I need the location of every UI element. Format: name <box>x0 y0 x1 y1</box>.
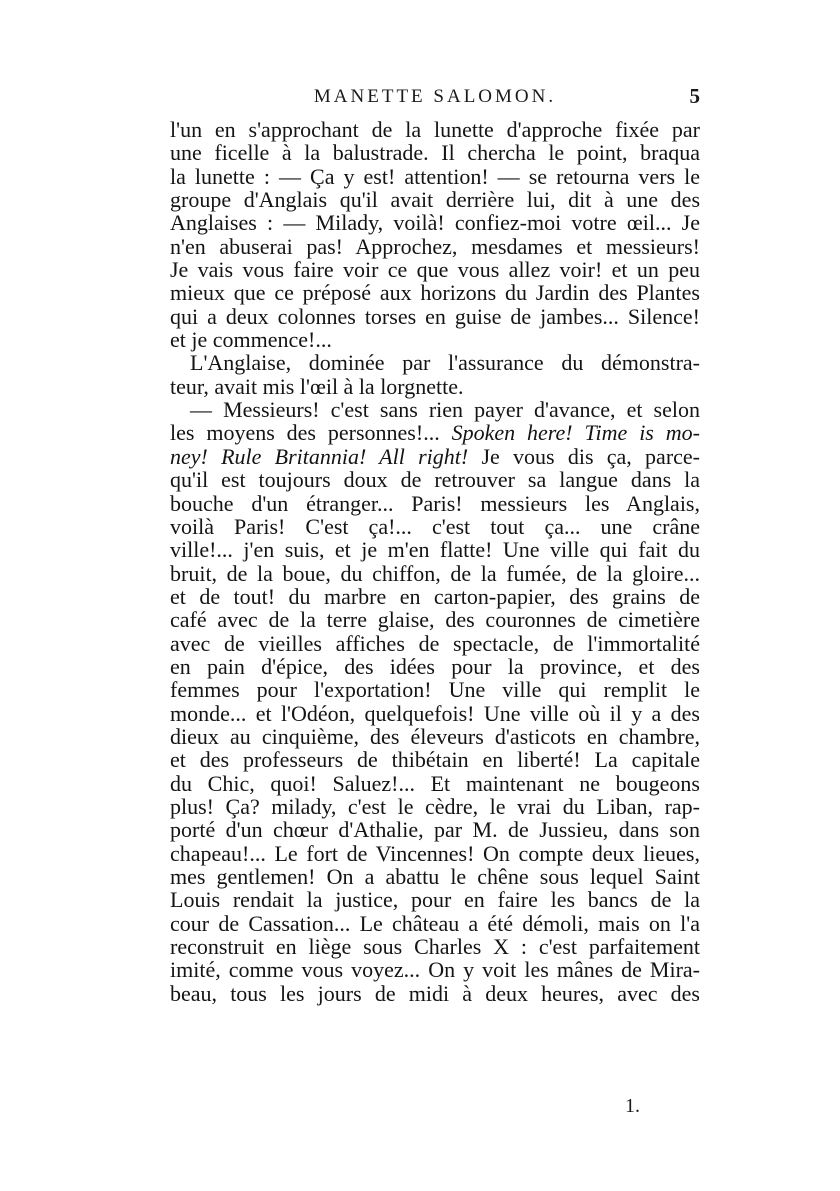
text-line: les moyens des personnes!... Spoken here! Time is mo- <box>170 420 700 446</box>
running-header <box>170 82 700 112</box>
text-line: L'Anglaise, dominée par l'assurance du démonstra- <box>190 350 700 376</box>
text-line: n'en abuserai pas! Approchez, mesdames et messieurs! <box>170 233 700 259</box>
text-line: l'un en s'approchant de la lunette d'approche fixée par <box>170 117 700 142</box>
text-line: café avec de la terre glaise, des couronnes de cimetière <box>170 607 700 633</box>
text-line: la lunette : — Ça y est! attention! — se retourna vers le <box>170 163 700 189</box>
body-text <box>170 118 700 1005</box>
text-line: femmes pour l'exportation! Une ville qui remplit le <box>170 677 700 703</box>
text-line: qu'il est toujours doux de retrouver sa langue dans la <box>170 467 700 493</box>
text-line: ville!... j'en suis, et je m'en flatte! Une ville qui fait du <box>170 537 700 563</box>
text-line: porté d'un chœur d'Athalie, par M. de Jussieu, dans son <box>170 817 700 843</box>
text-line: groupe d'Anglais qu'il avait derrière lui, dit à une des <box>170 187 700 213</box>
text-line: — Messieurs! c'est sans rien payer d'avance, et selon <box>190 397 700 423</box>
text-line: beau, tous les jours de midi à deux heures, avec des <box>170 980 700 1006</box>
text-line: et des professeurs de thibétain en liberté! La capitale <box>170 747 700 773</box>
text-line: imité, comme vous voyez... On y voit les mânes de Mira- <box>170 957 700 983</box>
text-line: mes gentlemen! On a abattu le chêne sous lequel Saint <box>170 864 700 889</box>
text-line: Anglaises : — Milady, voilà! confiez-moi votre œil... Je <box>170 210 700 236</box>
text-line: Je vais vous faire voir ce que vous allez voir! et un peu <box>170 257 700 283</box>
text-line: en pain d'épice, des idées pour la province, et des <box>170 653 700 679</box>
text-line: teur, avait mis l'œil à la lorgnette. <box>170 373 464 399</box>
text-line: qui a deux colonnes torses en guise de jambes... Silence! <box>170 303 700 329</box>
text-line: ney! Rule Britannia! All right! Je vous dis ça, parce- <box>170 443 700 469</box>
text-line: bruit, de la boue, du chiffon, de la fumée, de la gloire... <box>170 560 700 586</box>
text-line: voilà Paris! C'est ça!... c'est tout ça... une crâne <box>170 513 700 539</box>
text-line: et de tout! du marbre en carton-papier, des grains de <box>170 583 700 609</box>
text-line: Louis rendait la justice, pour en faire les bancs de la <box>170 887 700 913</box>
text-line: cour de Cassation... Le château a été démoli, mais on l'a <box>170 910 700 936</box>
text-line: plus! Ça? milady, c'est le cèdre, le vrai du Liban, rap- <box>170 793 700 819</box>
text-line: chapeau!... Le fort de Vincennes! On compte deux lieues, <box>170 840 700 866</box>
running-title: MANETTE SALOMON. <box>313 86 557 107</box>
signature-mark: 1. <box>625 1095 640 1117</box>
text-line: dieux au cinquième, des éleveurs d'asticots en chambre, <box>170 723 700 749</box>
text-line: monde... et l'Odéon, quelquefois! Une ville où il y a des <box>170 700 700 726</box>
text-line: et je commence!... <box>170 327 332 353</box>
page-number: 5 <box>689 84 700 108</box>
text-line: bouche d'un étranger... Paris! messieurs les Anglais, <box>170 490 700 516</box>
text-line: du Chic, quoi! Saluez!... Et maintenant ne bougeons <box>170 770 700 796</box>
text-line: une ficelle à la balustrade. Il chercha le point, braqua <box>170 140 700 166</box>
text-line: mieux que ce préposé aux horizons du Jardin des Plantes <box>170 280 700 306</box>
text-line: avec de vieilles affiches de spectacle, de l'immortalité <box>170 630 700 656</box>
text-line: reconstruit en liège sous Charles X : c'est parfaitement <box>170 934 700 960</box>
